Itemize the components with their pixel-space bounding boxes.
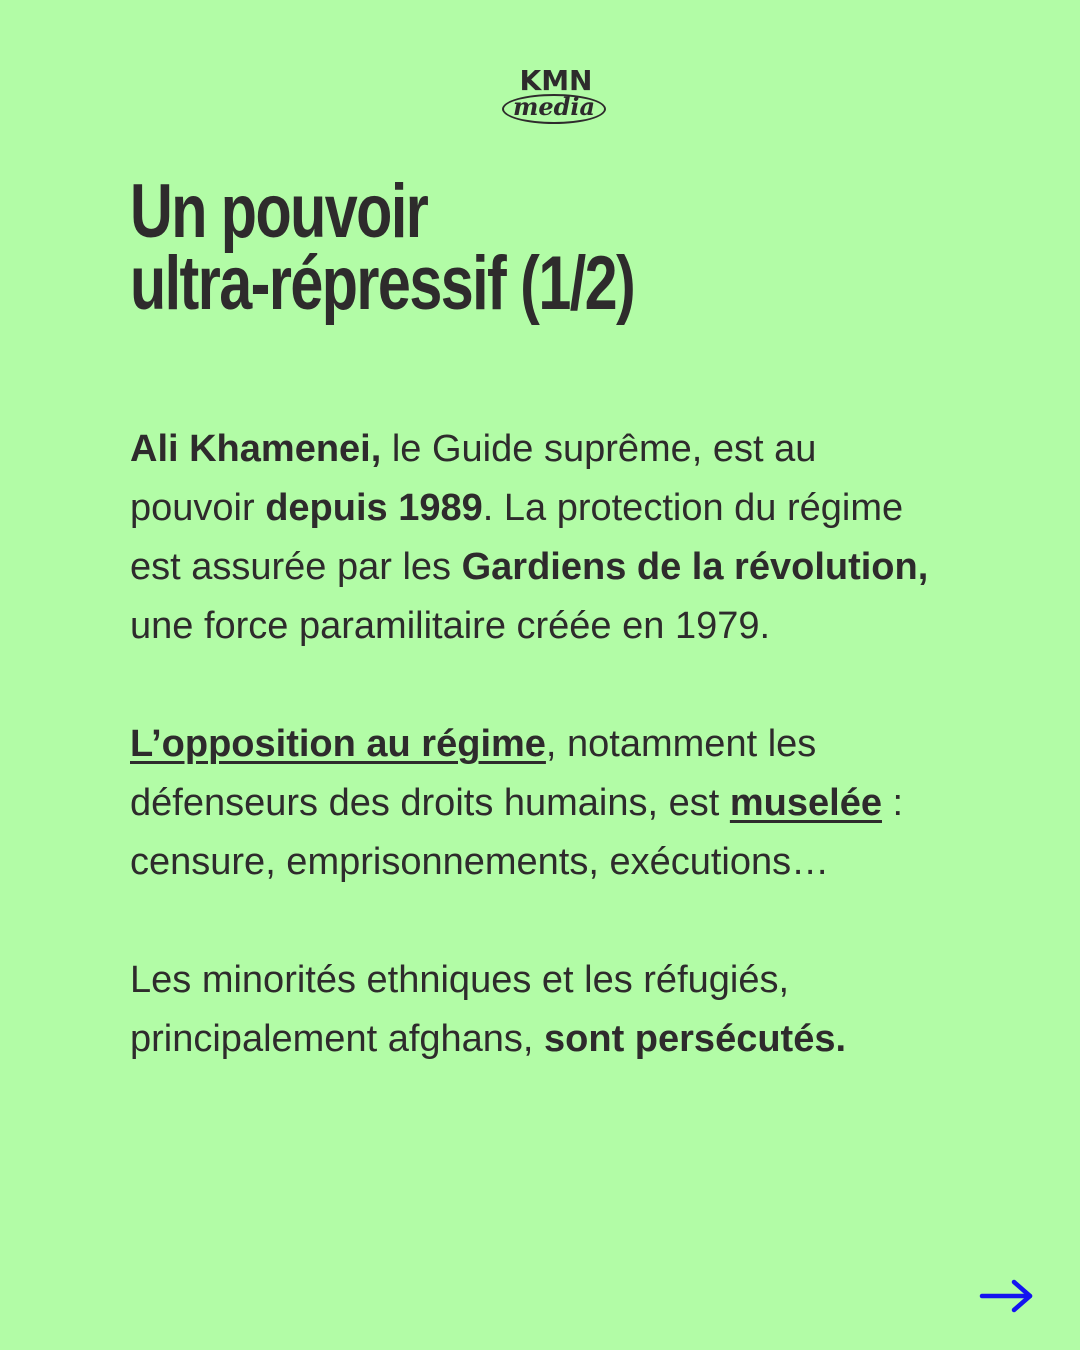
- bold-depuis-1989: depuis 1989: [265, 487, 483, 529]
- body-text: [130, 420, 930, 1128]
- text-span: le Guide suprême, est au pouvoir: [130, 428, 817, 529]
- bold-sont-persecutes: sont persécutés.: [544, 1018, 847, 1060]
- paragraph-khamenei: [130, 420, 930, 656]
- underline-opposition-au-regime: L’opposition au régime: [130, 723, 546, 765]
- next-slide-button[interactable]: [978, 1278, 1036, 1314]
- title-line-1: Un pouvoir: [130, 169, 428, 254]
- arrow-right-icon: [978, 1278, 1036, 1314]
- page-title: [130, 169, 635, 326]
- logo-media-text: media: [512, 92, 596, 121]
- underline-muselee: muselée: [729, 782, 882, 824]
- text-span: : censure, emprisonnements, exécutions…: [130, 782, 904, 883]
- text-span: une force paramilitaire créée en 1979.: [130, 605, 771, 647]
- logo-kmn-text: KMN: [519, 64, 593, 97]
- bold-gardiens-revolution: Gardiens de la révolution,: [461, 546, 929, 588]
- title-line-2: ultra-répressif (1/2): [130, 241, 635, 326]
- paragraph-opposition: [130, 715, 930, 892]
- text-span: . La protection du régime est assurée par les: [130, 487, 904, 588]
- paragraph-minorites: [130, 951, 930, 1069]
- text-span: , notamment les défenseurs des droits humains, est: [130, 723, 817, 824]
- brand-logo: [500, 66, 612, 130]
- text-span: Les minorités ethniques et les réfugiés, principalement afghans,: [130, 959, 790, 1060]
- bold-ali-khamenei: Ali Khamenei,: [130, 428, 382, 470]
